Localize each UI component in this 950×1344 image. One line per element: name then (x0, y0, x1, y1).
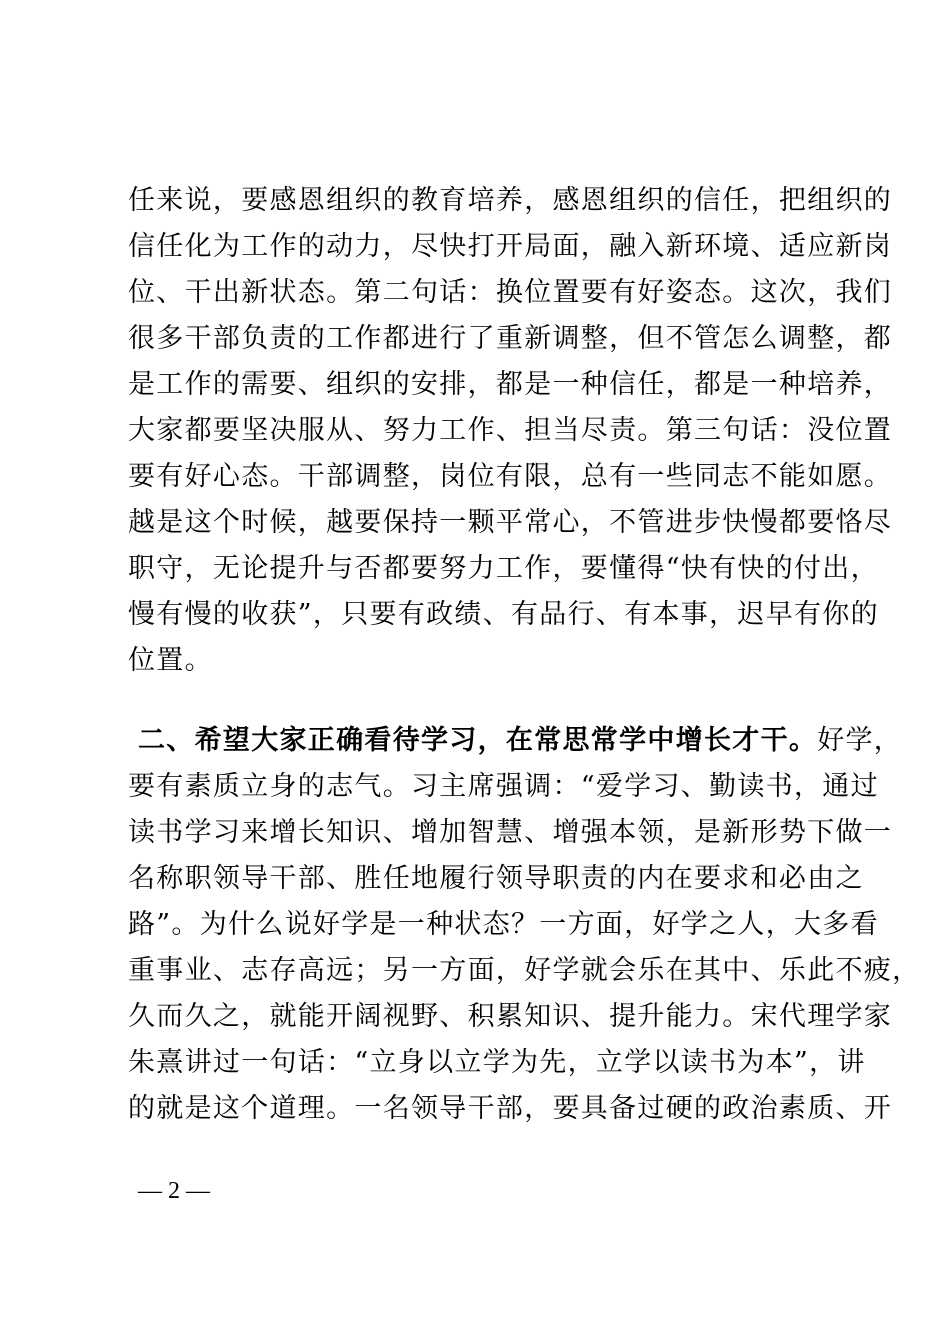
body-text-line: 重事业、志存高远；另一方面，好学就会乐在其中、乐此不疲， (128, 955, 921, 986)
body-text-line: 路”。为什么说好学是一种状态？一方面，好学之人，大多看 (128, 909, 879, 940)
body-text-line: 职守，无论提升与否都要努力工作，要懂得“快有快的付出， (128, 553, 879, 584)
body-text-line: 名称职领导干部、胜任地履行领导职责的内在要求和必由之 (128, 863, 864, 894)
body-text-line: 慢有慢的收获”，只要有政绩、有品行、有本事，迟早有你的 (128, 599, 879, 630)
body-text-line: 位置。 (128, 645, 213, 676)
body-text-line: 要有好心态。干部调整，岗位有限，总有一些同志不能如愿。 (128, 461, 893, 492)
body-text-line: 要有素质立身的志气。习主席强调：“爱学习、勤读书，通过 (128, 771, 879, 802)
page-number: — 2 — (138, 1178, 210, 1204)
body-text-line: 的就是这个道理。一名领导干部，要具备过硬的政治素质、开 (128, 1093, 893, 1124)
body-text-line: 信任化为工作的动力，尽快打开局面，融入新环境、适应新岗 (128, 231, 893, 262)
body-text-line: 任来说，要感恩组织的教育培养，感恩组织的信任，把组织的 (128, 185, 893, 216)
body-text-line: 很多干部负责的工作都进行了重新调整，但不管怎么调整，都 (128, 323, 893, 354)
section-heading: 二、希望大家正确看待学习，在常思常学中增长才干。 (138, 725, 818, 756)
body-text-line: 越是这个时候，越要保持一颗平常心，不管进步快慢都要恪尽 (128, 507, 893, 538)
section-heading-line (138, 724, 903, 758)
body-text-line: 位、干出新状态。第二句话：换位置要有好姿态。这次，我们 (128, 277, 893, 308)
body-text-line: 读书学习来增长知识、增加智慧、增强本领，是新形势下做一 (128, 817, 893, 848)
body-text-line: 是工作的需要、组织的安排，都是一种信任，都是一种培养， (128, 369, 893, 400)
body-text-line: 朱熹讲过一句话：“立身以立学为先，立学以读书为本”，讲 (128, 1047, 866, 1078)
body-text-line: 久而久之，就能开阔视野、积累知识、提升能力。宋代理学家 (128, 1001, 893, 1032)
body-text-line: 大家都要坚决服从、努力工作、担当尽责。第三句话：没位置 (128, 415, 893, 446)
section-heading-tail: 好学， (817, 725, 903, 756)
